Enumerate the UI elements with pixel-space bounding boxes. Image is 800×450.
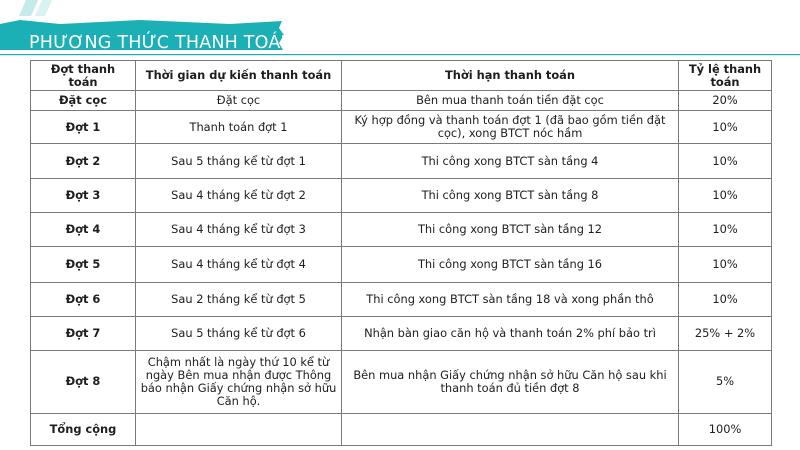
cell-rate: 10% <box>679 213 772 247</box>
cell-phase: Đặt cọc <box>31 91 136 111</box>
table-row <box>31 144 772 178</box>
cell-phase: Đợt 2 <box>31 144 136 178</box>
cell-term: Bên mua nhận Giấy chứng nhận sở hữu Căn hộ sau khi thanh toán đủ tiền đợt 8 <box>342 351 679 414</box>
cell-time: Chậm nhất là ngày thứ 10 kể từ ngày Bên mua nhận được Thông báo nhận Giấy chứng nhận sở hữu Căn hộ. <box>136 351 342 414</box>
cell-term: Thi công xong BTCT sàn tầng 12 <box>342 213 679 247</box>
cell-rate: 10% <box>679 111 772 144</box>
table-row <box>31 178 772 212</box>
cell-rate: 25% + 2% <box>679 316 772 350</box>
cell-time <box>136 413 342 445</box>
cell-time: Sau 4 tháng kể từ đợt 4 <box>136 247 342 282</box>
cell-phase: Đợt 6 <box>31 282 136 316</box>
payment-schedule-table <box>30 60 772 446</box>
table-total-row <box>31 413 772 445</box>
cell-term: Nhận bàn giao căn hộ và thanh toán 2% phí bảo trì <box>342 316 679 350</box>
column-header-payment-term: Thời hạn thanh toán <box>342 61 679 91</box>
table-row <box>31 247 772 282</box>
column-header-rate: Tỷ lệ thanh toán <box>679 61 772 91</box>
cell-phase: Đợt 8 <box>31 351 136 414</box>
table-row <box>31 91 772 111</box>
cell-time: Sau 2 tháng kể từ đợt 5 <box>136 282 342 316</box>
cell-term: Thi công xong BTCT sàn tầng 8 <box>342 178 679 212</box>
cell-rate: 10% <box>679 144 772 178</box>
cell-rate: 10% <box>679 247 772 282</box>
table-row <box>31 282 772 316</box>
cell-phase: Đợt 4 <box>31 213 136 247</box>
table-row <box>31 351 772 414</box>
cell-term: Thi công xong BTCT sàn tầng 4 <box>342 144 679 178</box>
cell-time: Sau 5 tháng kể từ đợt 1 <box>136 144 342 178</box>
table-row <box>31 316 772 350</box>
cell-phase: Đợt 7 <box>31 316 136 350</box>
cell-rate: 10% <box>679 282 772 316</box>
cell-time: Sau 4 tháng kể từ đợt 3 <box>136 213 342 247</box>
cell-phase: Đợt 5 <box>31 247 136 282</box>
table-header-row <box>31 61 772 91</box>
cell-time: Sau 5 tháng kể từ đợt 6 <box>136 316 342 350</box>
cell-phase: Đợt 3 <box>31 178 136 212</box>
header-rule <box>0 54 800 55</box>
cell-rate: 100% <box>679 413 772 445</box>
table-row <box>31 213 772 247</box>
page-title: PHƯƠNG THỨC THANH TOÁN <box>29 33 294 53</box>
cell-term <box>342 413 679 445</box>
table-row <box>31 111 772 144</box>
cell-rate: 5% <box>679 351 772 414</box>
cell-time: Thanh toán đợt 1 <box>136 111 342 144</box>
cell-term: Bên mua thanh toán tiền đặt cọc <box>342 91 679 111</box>
cell-phase: Đợt 1 <box>31 111 136 144</box>
cell-rate: 10% <box>679 178 772 212</box>
column-header-expected-time: Thời gian dự kiến thanh toán <box>136 61 342 91</box>
cell-phase: Tổng cộng <box>31 413 136 445</box>
cell-time: Đặt cọc <box>136 91 342 111</box>
column-header-phase: Đợt thanh toán <box>31 61 136 91</box>
cell-term: Thi công xong BTCT sàn tầng 18 và xong phần thô <box>342 282 679 316</box>
cell-term: Ký hợp đồng và thanh toán đợt 1 (đã bao gồm tiền đặt cọc), xong BTCT nóc hầm <box>342 111 679 144</box>
cell-time: Sau 4 tháng kể từ đợt 2 <box>136 178 342 212</box>
section-header <box>0 0 800 60</box>
cell-rate: 20% <box>679 91 772 111</box>
cell-term: Thi công xong BTCT sàn tầng 16 <box>342 247 679 282</box>
